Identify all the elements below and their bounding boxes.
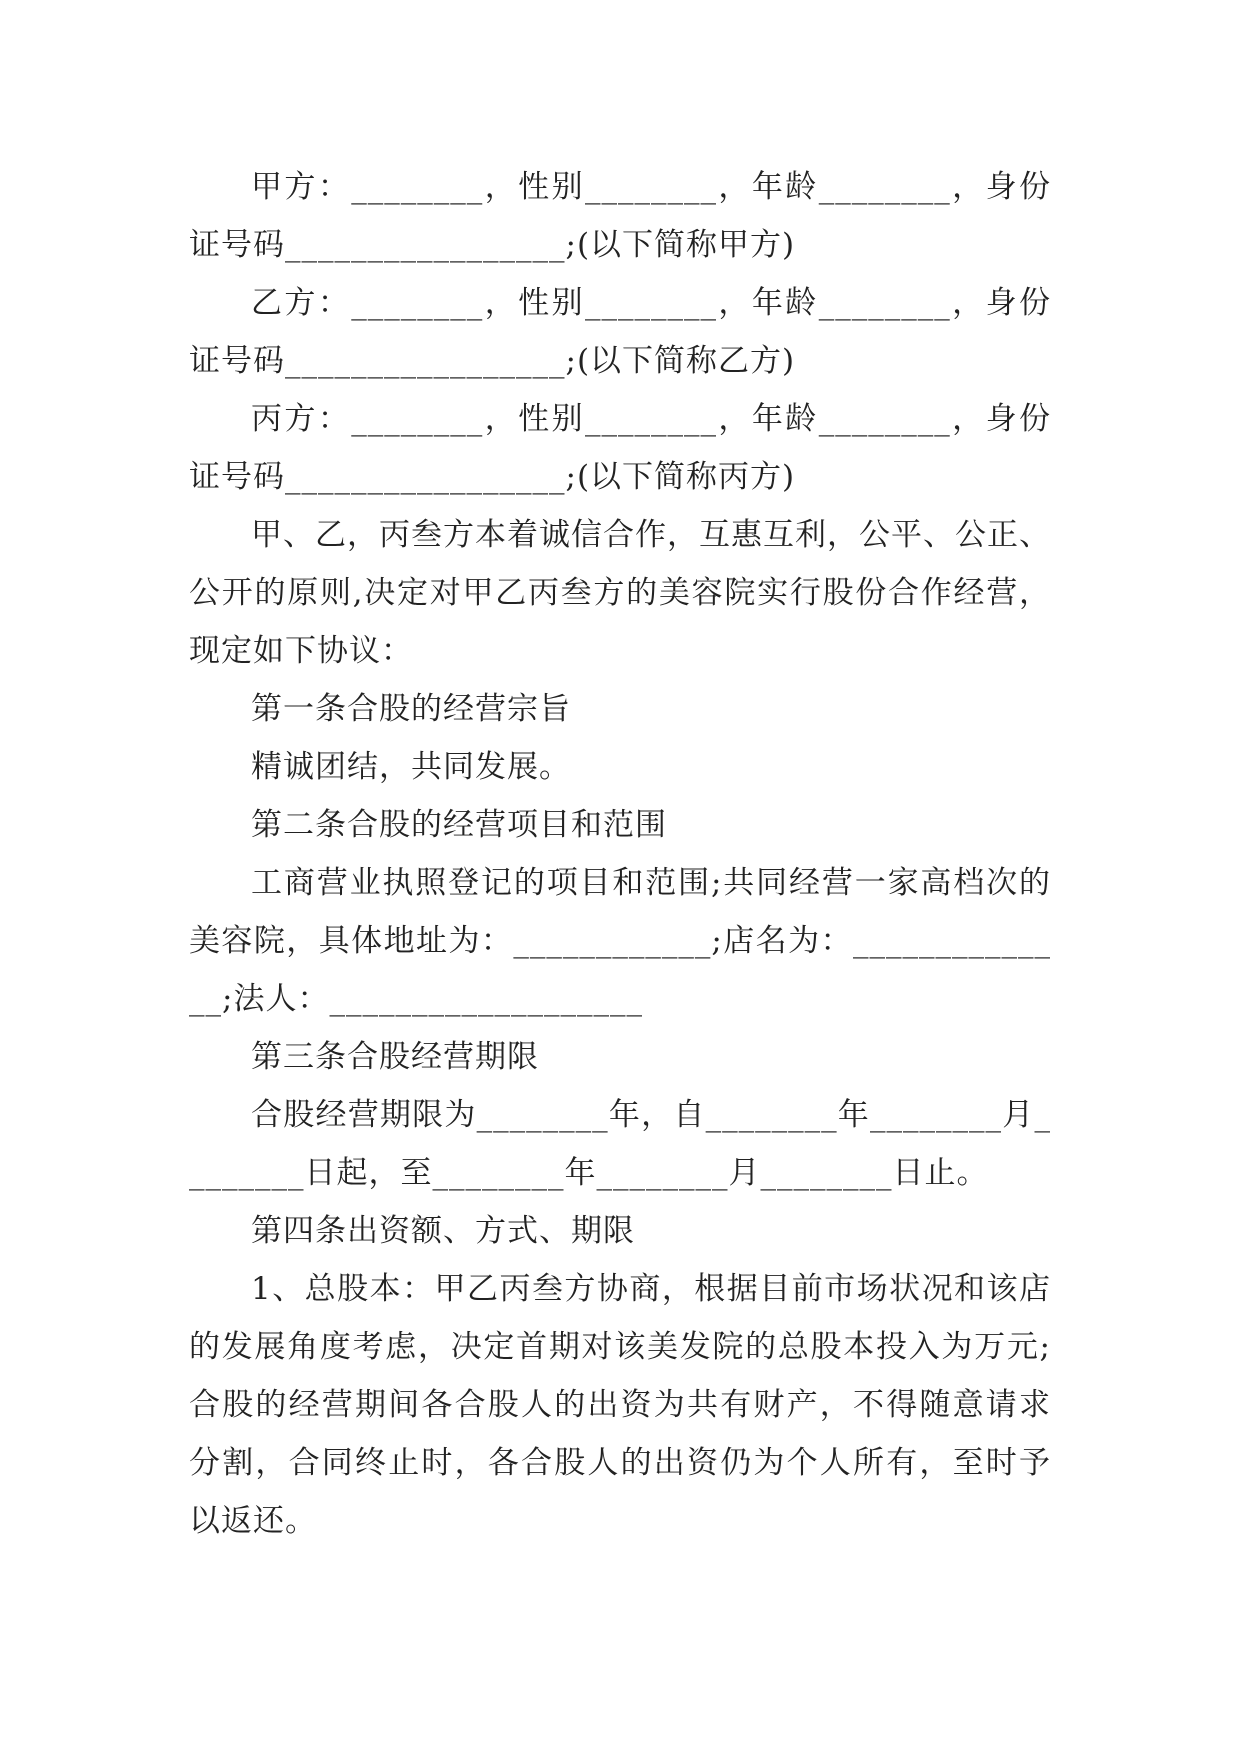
article-1-heading: 第一条合股的经营宗旨 — [251, 691, 571, 727]
article-4-item-1: 1、总股本：甲乙丙叁方协商，根据目前市场状况和该店的发展角度考虑，决定首期对该美发院的总股本投入为万元;合股的经营期间各合股人的出资为共有财产，不得随意请求分割，合同终止时，各合股人的出资仍为个人所有，至时予以返还。 — [189, 1271, 1051, 1539]
article-3-heading: 第三条合股经营期限 — [251, 1039, 539, 1075]
party-a-clause: 甲方：________，性别________，年龄________，身份证号码_________________;(以下简称甲方) — [189, 169, 1051, 263]
article-2-heading: 第二条合股的经营项目和范围 — [251, 807, 667, 843]
preamble-paragraph: 甲、乙，丙叁方本着诚信合作，互惠互利，公平、公正、公开的原则,决定对甲乙丙叁方的美容院实行股份合作经营，现定如下协议： — [189, 517, 1051, 669]
party-b-clause: 乙方：________，性别________，年龄________，身份证号码_________________;(以下简称乙方) — [189, 285, 1051, 379]
article-2-body: 工商营业执照登记的项目和范围;共同经营一家高档次的美容院，具体地址为：____________;店名为：______________;法人：___________________ — [189, 865, 1051, 1017]
document-body — [189, 158, 1051, 1550]
article-4-heading: 第四条出资额、方式、期限 — [251, 1213, 635, 1249]
party-c-clause: 丙方：________，性别________，年龄________，身份证号码_________________;(以下简称丙方) — [189, 401, 1051, 495]
article-1-body: 精诚团结，共同发展。 — [251, 749, 571, 785]
article-3-body: 合股经营期限为________年，自________年________月________日起，至________年________月________日止。 — [189, 1097, 1051, 1191]
